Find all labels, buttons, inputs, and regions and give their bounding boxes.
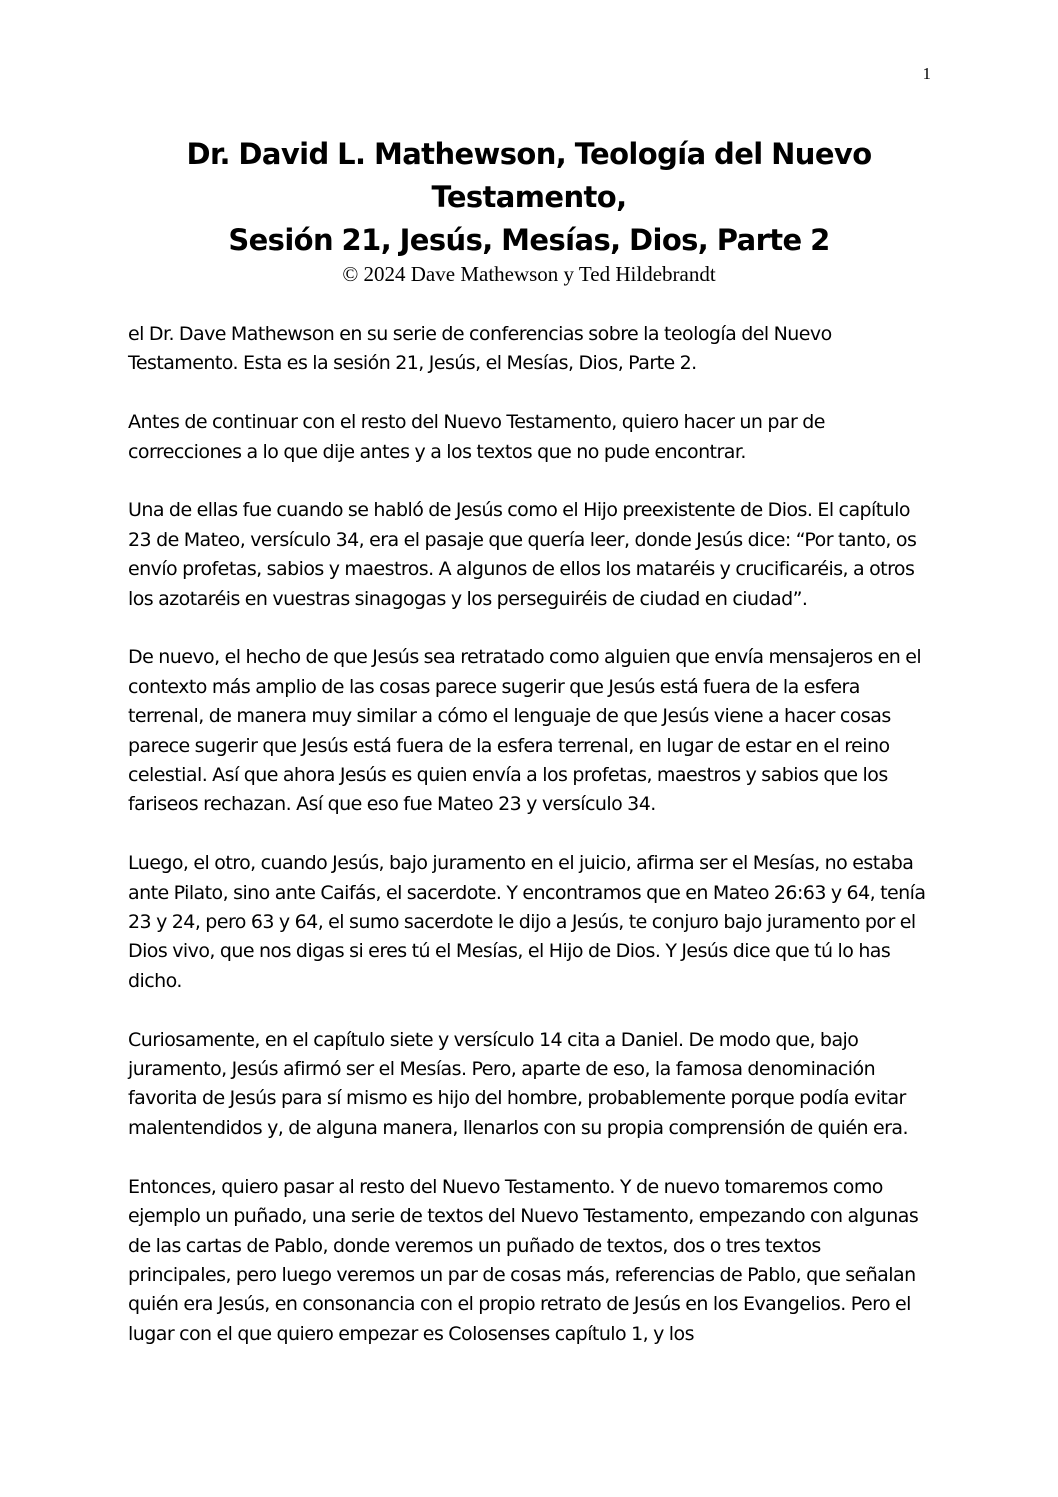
- paragraph: De nuevo, el hecho de que Jesús sea retratado como alguien que envía mensajeros en el contexto más amplio de las cosas parece sugerir que Jesús está fuera de la esfera terrenal, de manera muy similar a cómo el lenguaje de que Jesús viene a hacer cosas parece sugerir que Jesús está fuera de la esfera terrenal, en lugar de estar en el reino celestial. Así que ahora Jesús es quien envía a los profetas, maestros y sabios que los fariseos rechazan. Así que eso fue Mateo 23 y versículo 34.: [128, 646, 922, 816]
- paragraph: Curiosamente, en el capítulo siete y versículo 14 cita a Daniel. De modo que, bajo juramento, Jesús afirmó ser el Mesías. Pero, aparte de eso, la famosa denominación favorita de Jesús para sí mismo es hijo del hombre, probablemente porque podía evitar malentendidos y, de alguna manera, llenarlos con su propia comprensión de quién era.: [128, 1028, 908, 1139]
- paragraph: Una de ellas fue cuando se habló de Jesús como el Hijo preexistente de Dios. El capítulo 23 de Mateo, versículo 34, era el pasaje que quería leer, donde Jesús dice: “Por tanto, os envío profetas, sabios y maestros. A algunos de ellos los mataréis y crucificaréis, a otros los azotaréis en vuestras sinagogas y los perseguiréis de ciudad en ciudad”.: [128, 499, 917, 610]
- document-body: [128, 320, 928, 1379]
- title-line-2: Testamento,: [431, 180, 627, 214]
- document-header: [128, 133, 930, 286]
- title-line-1: Dr. David L. Mathewson, Teología del Nuevo: [186, 137, 872, 171]
- paragraph: Luego, el otro, cuando Jesús, bajo juramento en el juicio, afirma ser el Mesías, no estaba ante Pilato, sino ante Caifás, el sacerdote. Y encontramos que en Mateo 26:63 y 64, tenía 23 y 24, pero 63 y 64, el sumo sacerdote le dijo a Jesús, te conjuro bajo juramento por el Dios vivo, que nos digas si eres tú el Mesías, el Hijo de Dios. Y Jesús dice que tú lo has dicho.: [128, 852, 926, 992]
- copyright-notice: © 2024 Dave Mathewson y Ted Hildebrandt: [342, 262, 716, 286]
- paragraph: el Dr. Dave Mathewson en su serie de conferencias sobre la teología del Nuevo Testamento. Esta es la sesión 21, Jesús, el Mesías, Dios, Parte 2.: [128, 323, 832, 375]
- page-number: 1: [922, 64, 931, 83]
- title-line-3: Sesión 21, Jesús, Mesías, Dios, Parte 2: [228, 223, 830, 257]
- paragraph: Antes de continuar con el resto del Nuevo Testamento, quiero hacer un par de correcciones a lo que dije antes y a los textos que no pude encontrar.: [128, 411, 825, 463]
- paragraph: Entonces, quiero pasar al resto del Nuevo Testamento. Y de nuevo tomaremos como ejemplo un puñado, una serie de textos del Nuevo Testamento, empezando con algunas de las cartas de Pablo, donde veremos un puñado de textos, dos o tres textos principales, pero luego veremos un par de cosas más, referencias de Pablo, que señalan quién era Jesús, en consonancia con el propio retrato de Jesús en los Evangelios. Pero el lugar con el que quiero empezar es Colosenses capítulo 1, y los: [128, 1175, 919, 1345]
